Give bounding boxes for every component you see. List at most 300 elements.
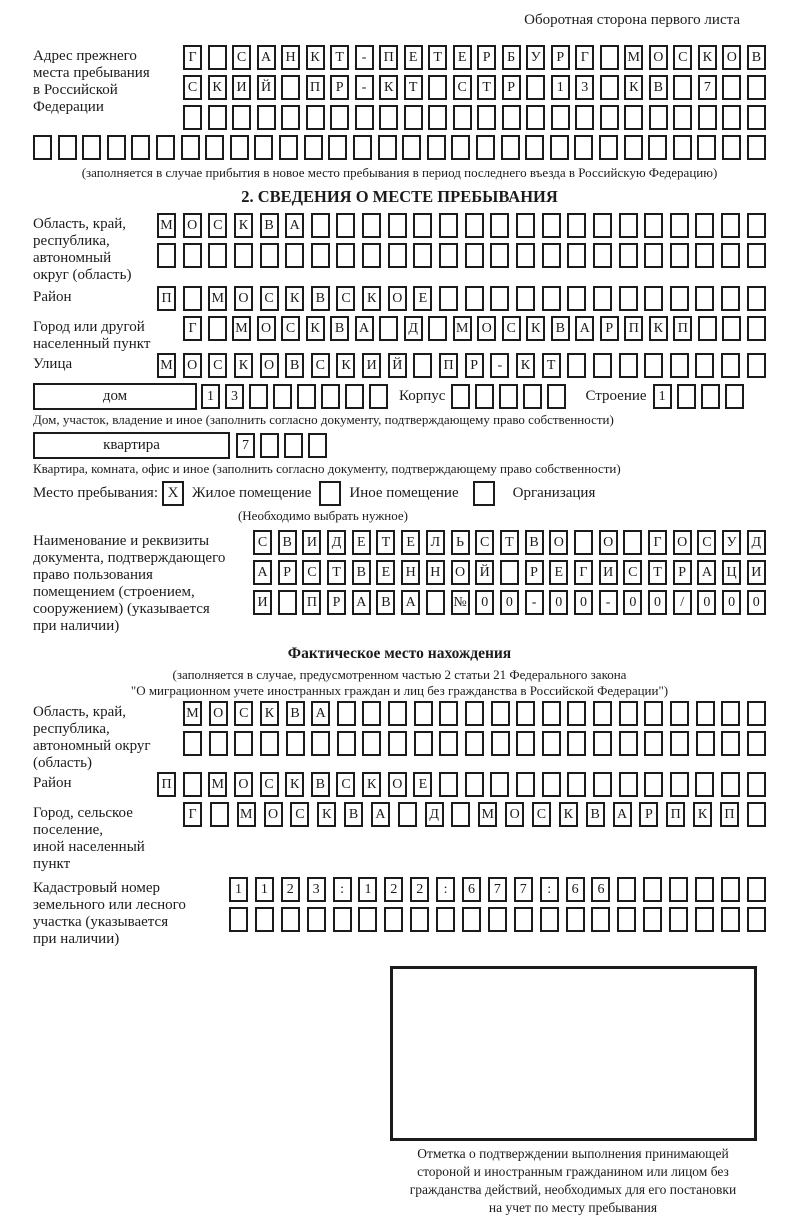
char-cell[interactable]: Г [575, 45, 594, 70]
char-cell[interactable]: Б [502, 45, 521, 70]
char-cell[interactable] [670, 772, 689, 797]
char-cell[interactable]: Р [477, 45, 496, 70]
char-cell[interactable]: Е [413, 286, 432, 311]
char-cell[interactable] [547, 384, 566, 409]
char-cell[interactable] [617, 877, 636, 902]
char-cell[interactable]: В [286, 701, 305, 726]
char-cell[interactable] [502, 105, 521, 130]
char-cell[interactable] [567, 286, 586, 311]
char-cell[interactable]: : [436, 877, 455, 902]
char-cell[interactable] [311, 243, 330, 268]
char-cell[interactable]: О [477, 316, 496, 341]
char-cell[interactable] [696, 701, 715, 726]
char-cell[interactable] [500, 560, 519, 585]
char-cell[interactable]: С [290, 802, 309, 827]
char-cell[interactable] [499, 384, 518, 409]
char-cell[interactable]: В [344, 802, 363, 827]
char-cell[interactable]: С [208, 213, 227, 238]
char-cell[interactable] [695, 877, 714, 902]
char-cell[interactable]: К [559, 802, 578, 827]
char-cell[interactable] [398, 802, 417, 827]
char-cell[interactable] [747, 105, 766, 130]
char-cell[interactable]: С [453, 75, 472, 100]
char-cell[interactable]: Р [600, 316, 619, 341]
char-cell[interactable] [388, 701, 407, 726]
char-cell[interactable] [439, 286, 458, 311]
char-cell[interactable]: Й [388, 353, 407, 378]
char-cell[interactable]: К [516, 353, 535, 378]
char-cell[interactable]: О [257, 316, 276, 341]
char-cell[interactable] [307, 907, 326, 932]
char-cell[interactable]: - [355, 45, 374, 70]
char-cell[interactable]: Т [542, 353, 561, 378]
char-cell[interactable]: К [317, 802, 336, 827]
char-cell[interactable] [644, 353, 663, 378]
char-cell[interactable]: 2 [384, 877, 403, 902]
char-cell[interactable] [208, 105, 227, 130]
char-cell[interactable]: 0 [747, 590, 766, 615]
char-cell[interactable]: В [285, 353, 304, 378]
char-cell[interactable] [336, 213, 355, 238]
char-cell[interactable]: М [624, 45, 643, 70]
char-cell[interactable]: Д [404, 316, 423, 341]
char-cell[interactable] [428, 105, 447, 130]
inoe-checkbox[interactable] [319, 481, 341, 506]
char-cell[interactable] [465, 286, 484, 311]
char-cell[interactable]: 1 [653, 384, 672, 409]
char-cell[interactable] [379, 316, 398, 341]
char-cell[interactable] [183, 731, 202, 756]
char-cell[interactable]: С [673, 45, 692, 70]
char-cell[interactable]: С [336, 286, 355, 311]
char-cell[interactable]: Р [465, 353, 484, 378]
char-cell[interactable]: С [502, 316, 521, 341]
char-cell[interactable] [490, 213, 509, 238]
char-cell[interactable]: Е [413, 772, 432, 797]
char-cell[interactable] [617, 907, 636, 932]
char-cell[interactable]: У [526, 45, 545, 70]
char-cell[interactable]: К [698, 45, 717, 70]
char-cell[interactable] [358, 907, 377, 932]
char-cell[interactable] [281, 105, 300, 130]
char-cell[interactable] [722, 135, 741, 160]
char-cell[interactable]: Р [278, 560, 297, 585]
char-cell[interactable] [669, 907, 688, 932]
char-cell[interactable]: К [362, 772, 381, 797]
char-cell[interactable] [747, 75, 766, 100]
char-cell[interactable] [526, 75, 545, 100]
char-cell[interactable] [747, 907, 766, 932]
char-cell[interactable]: Л [426, 530, 445, 555]
char-cell[interactable]: - [490, 353, 509, 378]
char-cell[interactable] [278, 590, 297, 615]
char-cell[interactable]: К [285, 772, 304, 797]
char-cell[interactable] [695, 243, 714, 268]
char-cell[interactable]: И [302, 530, 321, 555]
char-cell[interactable]: К [306, 316, 325, 341]
char-cell[interactable] [696, 731, 715, 756]
char-cell[interactable] [619, 243, 638, 268]
char-cell[interactable] [542, 731, 561, 756]
char-cell[interactable] [439, 731, 458, 756]
char-cell[interactable]: 7 [698, 75, 717, 100]
char-cell[interactable]: С [260, 286, 279, 311]
char-cell[interactable] [281, 907, 300, 932]
char-cell[interactable]: О [599, 530, 618, 555]
char-cell[interactable]: О [260, 353, 279, 378]
char-cell[interactable]: Т [477, 75, 496, 100]
char-cell[interactable]: М [183, 701, 202, 726]
char-cell[interactable] [721, 286, 740, 311]
char-cell[interactable]: П [157, 772, 176, 797]
char-cell[interactable]: М [453, 316, 472, 341]
char-cell[interactable] [451, 135, 470, 160]
char-cell[interactable]: А [575, 316, 594, 341]
char-cell[interactable] [477, 105, 496, 130]
char-cell[interactable] [747, 243, 766, 268]
char-cell[interactable] [330, 105, 349, 130]
char-cell[interactable] [436, 907, 455, 932]
char-cell[interactable]: А [253, 560, 272, 585]
char-cell[interactable] [673, 105, 692, 130]
char-cell[interactable]: № [451, 590, 470, 615]
char-cell[interactable] [439, 701, 458, 726]
char-cell[interactable]: 0 [648, 590, 667, 615]
char-cell[interactable]: 1 [229, 877, 248, 902]
char-cell[interactable] [501, 135, 520, 160]
char-cell[interactable]: М [478, 802, 497, 827]
char-cell[interactable]: М [237, 802, 256, 827]
char-cell[interactable] [279, 135, 298, 160]
char-cell[interactable] [414, 701, 433, 726]
char-cell[interactable] [747, 135, 766, 160]
char-cell[interactable] [593, 353, 612, 378]
char-cell[interactable] [593, 731, 612, 756]
char-cell[interactable] [567, 353, 586, 378]
char-cell[interactable] [593, 286, 612, 311]
char-cell[interactable] [644, 731, 663, 756]
char-cell[interactable]: А [613, 802, 632, 827]
char-cell[interactable] [670, 731, 689, 756]
char-cell[interactable] [378, 135, 397, 160]
char-cell[interactable] [404, 105, 423, 130]
char-cell[interactable] [336, 243, 355, 268]
char-cell[interactable] [345, 384, 364, 409]
char-cell[interactable]: П [306, 75, 325, 100]
char-cell[interactable] [131, 135, 150, 160]
char-cell[interactable] [491, 731, 510, 756]
char-cell[interactable]: 3 [307, 877, 326, 902]
char-cell[interactable] [516, 772, 535, 797]
char-cell[interactable] [234, 243, 253, 268]
char-cell[interactable] [567, 731, 586, 756]
char-cell[interactable] [328, 135, 347, 160]
char-cell[interactable]: Е [376, 560, 395, 585]
char-cell[interactable] [388, 243, 407, 268]
char-cell[interactable] [747, 286, 766, 311]
char-cell[interactable]: А [311, 701, 330, 726]
char-cell[interactable]: Е [549, 560, 568, 585]
char-cell[interactable]: В [311, 772, 330, 797]
char-cell[interactable] [516, 243, 535, 268]
char-cell[interactable]: Д [747, 530, 766, 555]
char-cell[interactable] [333, 907, 352, 932]
char-cell[interactable] [575, 105, 594, 130]
char-cell[interactable] [695, 213, 714, 238]
char-cell[interactable] [402, 135, 421, 160]
char-cell[interactable]: С [260, 772, 279, 797]
char-cell[interactable] [695, 907, 714, 932]
char-cell[interactable]: О [451, 560, 470, 585]
char-cell[interactable]: В [525, 530, 544, 555]
char-cell[interactable]: / [673, 590, 692, 615]
char-cell[interactable]: К [649, 316, 668, 341]
char-cell[interactable] [591, 907, 610, 932]
char-cell[interactable]: С [208, 353, 227, 378]
char-cell[interactable] [721, 243, 740, 268]
char-cell[interactable] [695, 772, 714, 797]
char-cell[interactable] [453, 105, 472, 130]
apartment-box[interactable]: квартира [33, 432, 230, 459]
char-cell[interactable] [183, 772, 202, 797]
char-cell[interactable]: С [336, 772, 355, 797]
char-cell[interactable]: К [306, 45, 325, 70]
char-cell[interactable]: С [232, 45, 251, 70]
char-cell[interactable]: О [388, 286, 407, 311]
char-cell[interactable]: 0 [574, 590, 593, 615]
char-cell[interactable] [462, 907, 481, 932]
char-cell[interactable]: О [505, 802, 524, 827]
char-cell[interactable] [353, 135, 372, 160]
char-cell[interactable] [567, 772, 586, 797]
char-cell[interactable] [516, 213, 535, 238]
char-cell[interactable] [465, 731, 484, 756]
char-cell[interactable] [439, 243, 458, 268]
char-cell[interactable]: 7 [236, 433, 255, 458]
char-cell[interactable]: Ц [722, 560, 741, 585]
char-cell[interactable] [542, 286, 561, 311]
char-cell[interactable]: 1 [201, 384, 220, 409]
char-cell[interactable] [550, 135, 569, 160]
char-cell[interactable]: 6 [591, 877, 610, 902]
char-cell[interactable] [273, 384, 292, 409]
char-cell[interactable]: Т [327, 560, 346, 585]
char-cell[interactable] [451, 802, 470, 827]
char-cell[interactable] [747, 213, 766, 238]
char-cell[interactable]: 7 [488, 877, 507, 902]
char-cell[interactable] [362, 701, 381, 726]
char-cell[interactable]: 2 [281, 877, 300, 902]
char-cell[interactable]: Р [525, 560, 544, 585]
char-cell[interactable] [232, 105, 251, 130]
char-cell[interactable] [747, 353, 766, 378]
char-cell[interactable] [260, 243, 279, 268]
char-cell[interactable]: В [747, 45, 766, 70]
char-cell[interactable] [306, 105, 325, 130]
char-cell[interactable] [574, 530, 593, 555]
char-cell[interactable] [566, 907, 585, 932]
char-cell[interactable]: Т [500, 530, 519, 555]
char-cell[interactable] [465, 772, 484, 797]
char-cell[interactable] [388, 213, 407, 238]
char-cell[interactable]: Н [426, 560, 445, 585]
char-cell[interactable]: С [253, 530, 272, 555]
char-cell[interactable]: М [208, 286, 227, 311]
char-cell[interactable] [623, 530, 642, 555]
char-cell[interactable] [673, 135, 692, 160]
char-cell[interactable] [208, 45, 227, 70]
char-cell[interactable] [619, 701, 638, 726]
char-cell[interactable]: М [232, 316, 251, 341]
char-cell[interactable]: Г [574, 560, 593, 585]
char-cell[interactable]: К [336, 353, 355, 378]
char-cell[interactable] [677, 384, 696, 409]
char-cell[interactable] [379, 105, 398, 130]
char-cell[interactable] [311, 731, 330, 756]
char-cell[interactable]: О [234, 286, 253, 311]
char-cell[interactable]: Р [551, 45, 570, 70]
char-cell[interactable] [593, 213, 612, 238]
char-cell[interactable] [619, 286, 638, 311]
char-cell[interactable] [747, 701, 766, 726]
char-cell[interactable] [413, 353, 432, 378]
char-cell[interactable]: Н [401, 560, 420, 585]
char-cell[interactable]: С [475, 530, 494, 555]
char-cell[interactable] [208, 316, 227, 341]
char-cell[interactable] [413, 213, 432, 238]
char-cell[interactable]: В [352, 560, 371, 585]
char-cell[interactable]: В [649, 75, 668, 100]
char-cell[interactable] [619, 772, 638, 797]
char-cell[interactable] [542, 701, 561, 726]
char-cell[interactable]: Г [648, 530, 667, 555]
char-cell[interactable] [593, 701, 612, 726]
char-cell[interactable] [337, 731, 356, 756]
char-cell[interactable]: М [208, 772, 227, 797]
char-cell[interactable] [567, 213, 586, 238]
char-cell[interactable]: : [333, 877, 352, 902]
zhiloe-checkbox[interactable]: X [162, 481, 184, 506]
char-cell[interactable]: О [722, 45, 741, 70]
char-cell[interactable]: С [302, 560, 321, 585]
char-cell[interactable] [648, 135, 667, 160]
char-cell[interactable] [311, 213, 330, 238]
char-cell[interactable] [439, 772, 458, 797]
char-cell[interactable] [567, 701, 586, 726]
char-cell[interactable] [600, 45, 619, 70]
char-cell[interactable] [428, 316, 447, 341]
char-cell[interactable]: К [234, 353, 253, 378]
char-cell[interactable]: Т [428, 45, 447, 70]
char-cell[interactable]: О [649, 45, 668, 70]
char-cell[interactable] [516, 286, 535, 311]
char-cell[interactable]: А [355, 316, 374, 341]
char-cell[interactable]: 1 [358, 877, 377, 902]
char-cell[interactable]: Р [639, 802, 658, 827]
char-cell[interactable] [297, 384, 316, 409]
char-cell[interactable]: С [623, 560, 642, 585]
char-cell[interactable]: - [355, 75, 374, 100]
char-cell[interactable] [362, 243, 381, 268]
char-cell[interactable] [747, 802, 766, 827]
char-cell[interactable]: К [693, 802, 712, 827]
char-cell[interactable] [284, 433, 303, 458]
char-cell[interactable] [721, 772, 740, 797]
char-cell[interactable] [33, 135, 52, 160]
char-cell[interactable] [308, 433, 327, 458]
char-cell[interactable] [721, 353, 740, 378]
char-cell[interactable] [249, 384, 268, 409]
char-cell[interactable]: О [183, 353, 202, 378]
char-cell[interactable]: Й [257, 75, 276, 100]
char-cell[interactable]: П [624, 316, 643, 341]
char-cell[interactable] [747, 772, 766, 797]
char-cell[interactable]: 1 [551, 75, 570, 100]
char-cell[interactable]: Т [376, 530, 395, 555]
char-cell[interactable]: П [673, 316, 692, 341]
char-cell[interactable] [205, 135, 224, 160]
char-cell[interactable]: О [264, 802, 283, 827]
char-cell[interactable] [542, 772, 561, 797]
char-cell[interactable]: И [362, 353, 381, 378]
char-cell[interactable]: Р [673, 560, 692, 585]
char-cell[interactable] [701, 384, 720, 409]
char-cell[interactable] [567, 243, 586, 268]
char-cell[interactable] [281, 75, 300, 100]
char-cell[interactable] [673, 75, 692, 100]
char-cell[interactable]: Е [401, 530, 420, 555]
char-cell[interactable] [414, 731, 433, 756]
char-cell[interactable] [619, 731, 638, 756]
char-cell[interactable]: 6 [462, 877, 481, 902]
char-cell[interactable] [619, 353, 638, 378]
char-cell[interactable]: Г [183, 45, 202, 70]
char-cell[interactable] [721, 731, 740, 756]
char-cell[interactable]: К [379, 75, 398, 100]
char-cell[interactable]: Г [183, 802, 202, 827]
char-cell[interactable] [695, 353, 714, 378]
char-cell[interactable]: Е [404, 45, 423, 70]
char-cell[interactable] [410, 907, 429, 932]
char-cell[interactable] [426, 590, 445, 615]
char-cell[interactable] [321, 384, 340, 409]
house-box[interactable]: дом [33, 383, 197, 410]
char-cell[interactable] [490, 286, 509, 311]
char-cell[interactable]: 0 [623, 590, 642, 615]
organizatsiya-checkbox[interactable] [473, 481, 495, 506]
char-cell[interactable] [209, 731, 228, 756]
char-cell[interactable] [525, 135, 544, 160]
char-cell[interactable] [670, 701, 689, 726]
char-cell[interactable]: О [209, 701, 228, 726]
char-cell[interactable]: О [673, 530, 692, 555]
char-cell[interactable] [574, 135, 593, 160]
char-cell[interactable]: К [234, 213, 253, 238]
char-cell[interactable]: С [183, 75, 202, 100]
char-cell[interactable]: Н [281, 45, 300, 70]
char-cell[interactable] [465, 213, 484, 238]
char-cell[interactable]: Г [183, 316, 202, 341]
char-cell[interactable]: 0 [500, 590, 519, 615]
char-cell[interactable] [644, 213, 663, 238]
char-cell[interactable]: А [371, 802, 390, 827]
char-cell[interactable] [183, 105, 202, 130]
char-cell[interactable]: О [549, 530, 568, 555]
char-cell[interactable]: Р [330, 75, 349, 100]
char-cell[interactable]: В [376, 590, 395, 615]
char-cell[interactable]: П [720, 802, 739, 827]
char-cell[interactable]: С [697, 530, 716, 555]
